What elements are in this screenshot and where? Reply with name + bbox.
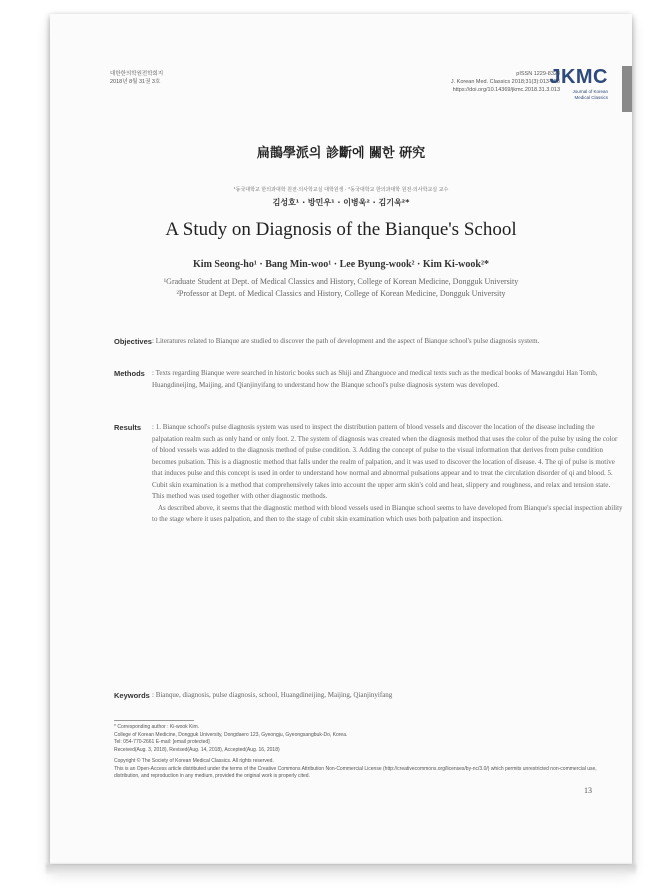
author-contact: Tel: 054-770-2661 E-mail: [email protected]	[114, 739, 210, 745]
journal-name-kr: 대한한의학원전학회지	[110, 71, 164, 77]
affiliation-1: ¹Graduate Student at Dept. of Medical Classics and History, College of Korean Medicine, Dongguk University	[163, 277, 519, 286]
authors-en: Kim Seong-ho¹ · Bang Min-woo¹ · Lee Byung-wook² · Kim Ki-wook²*	[193, 259, 489, 270]
affiliation-2: ²Professor at Dept. of Medical Classics and History, College of Korean Medicine, Dongguk University	[176, 289, 506, 298]
journal-logo-sub: Journal of Korean Medical Classics	[572, 89, 608, 100]
license-line: This is an Open-Access article distributed under the terms of the Creative Commons Attribution Non-Commercial License (http://creativecommons.org/licenses/by-nc/3.0/) which permits unrestricted non-commercial use, distribution, and reproduction in any medium, provided the original work is properly cited.	[114, 765, 597, 779]
footnotes	[114, 724, 614, 781]
abstract-objectives	[114, 336, 624, 348]
article-title-kr: 扁鵲學派의 診斷에 關한 硏究	[256, 146, 426, 161]
objectives-label: Objectives	[114, 337, 152, 346]
keywords-text: : Bianque, diagnosis, pulse diagnosis, school, Huangdineijing, Maijing, Qianjinyifang	[152, 691, 393, 699]
author-address: College of Korean Medicine, Dongguk University, Dongdaero 123, Gyeongju, Gyeongsangbuk-Do, Korea.	[114, 731, 348, 738]
journal-logo	[549, 66, 608, 101]
abstract-results	[114, 422, 624, 526]
conclusion-text: As described above, it seems that the diagnostic method with blood vessels used in Bianque school seems to have developed from Bianque's special inspection ability to the stage where it uses palpation, and then to the stage of cubit skin examination which uses both palpation and inspection.	[152, 503, 623, 523]
affiliations-kr: ¹동국대학교 한의과대학 원전·의사학교실 대학원생 · ²동국대학교 한의과대학 원전·의사학교실 교수	[233, 187, 449, 193]
issn: pISSN 1229-8328	[516, 71, 560, 77]
journal-logo-text: JKMC	[549, 66, 608, 88]
keywords-label: Keywords	[114, 691, 150, 700]
corresponding-author: * Corresponding author : Ki-wook Kim.	[114, 724, 200, 730]
authors-kr: 김성호¹ · 방민우¹ · 이병욱² · 김기욱²*	[272, 198, 410, 207]
methods-text: : Texts regarding Bianque were searched in historic books such as Shiji and Zhanguoce and medical texts such as the medical books of Mawangdui Han Tomb, Huangdineijing, Maijing, and Qianjinyifang to understand how the Bianque school's pulse diagnosis system was developed.	[152, 369, 598, 389]
affiliations-en	[120, 276, 562, 300]
abstract-keywords	[114, 690, 624, 702]
page-number: 13	[584, 786, 592, 795]
results-label: Results	[114, 423, 142, 432]
footnote-divider	[114, 720, 194, 721]
article-title-en: A Study on Diagnosis of the Bianque's School	[165, 219, 517, 240]
methods-label: Methods	[114, 369, 145, 378]
header-right	[340, 70, 560, 94]
doi-link[interactable]: https://doi.org/10.14369/jkmc.2018.31.3.013	[452, 87, 560, 93]
header-left	[110, 70, 310, 86]
objectives-text: : Literatures related to Bianque are studied to discover the path of development and the aspect of Bianque school's pulse diagnosis system.	[152, 337, 540, 345]
results-text: : 1. Bianque school's pulse diagnosis system was used to inspect the distribution pattern of blood vessels and discover the location of the disease including the palpatation realm such as only hand or only foot. 2. The system of diagnosis was created when the diagnosis method that uses the color of the pulse by using the color of blood vessels was added to the diagnosis method of pulse condition. 3. Adding the concept of pulse to the visual information that derives from pulse condition becomes pulsation. This is a diagnostic method that falls under the realm of palpation, and it was used to discover the location of disease. 4. The qi of pulse is motive that induces pulse and this concept is used in order to understand how normal and abnormal pulsations appear and to treat the circulation disorder of qi and blood. 5. Cubit skin examination is a method that comprehensively takes into account the upper arm skin's cold and heat, slippery and roughness, and relax and tension state. This method was used together with other diagnostic methods.	[152, 423, 618, 500]
issue-info-kr: 2018년 8월 31권 3호	[110, 79, 161, 85]
copyright-line: Copyright © The Society of Korean Medical Classics. All rights reserved.	[114, 758, 274, 764]
received-dates: Received(Aug. 3, 2018), Revised(Aug. 14, 2018), Accepted(Aug. 16, 2018)	[114, 746, 280, 753]
abstract-methods	[114, 368, 624, 391]
journal-page	[50, 14, 632, 864]
journal-logo-bar	[622, 66, 632, 112]
citation: J. Korean Med. Classics 2018;31(3):013-058	[450, 79, 560, 85]
